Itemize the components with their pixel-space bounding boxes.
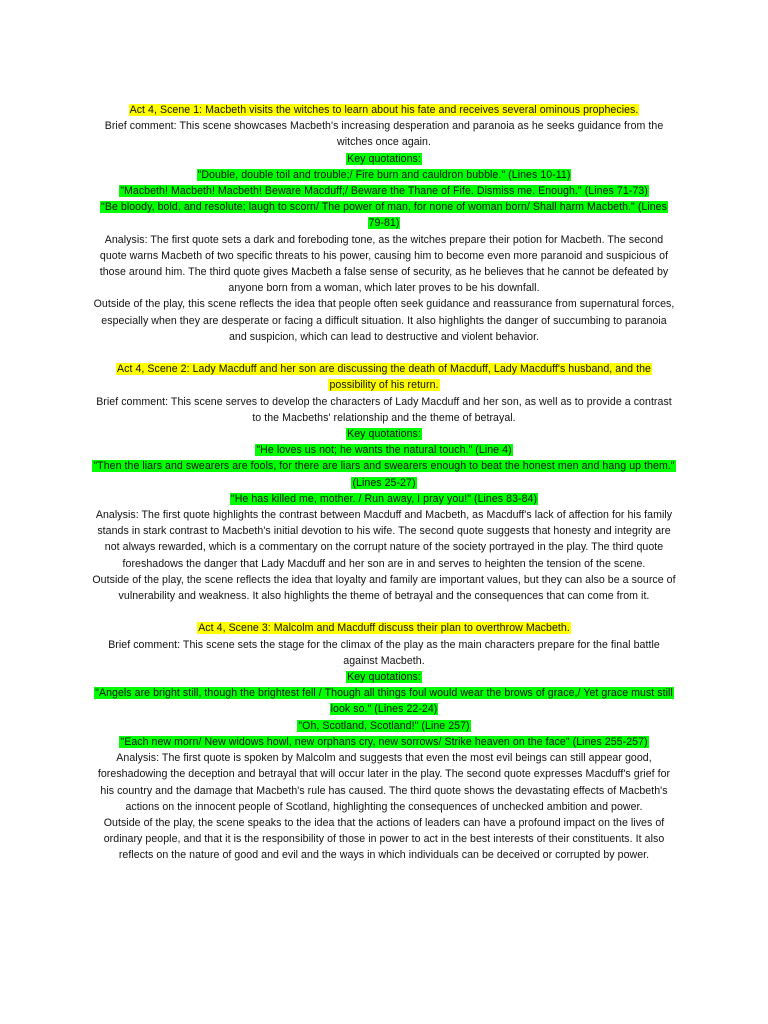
scene-heading: Act 4, Scene 1: Macbeth visits the witches to learn about his fate and receives several ominous prophecies.	[129, 104, 639, 116]
analysis-paragraph: Analysis: The first quote sets a dark and foreboding tone, as the witches prepare their potion for Macbeth. The second quote warns Macbeth of two specific threats to his power, causing him to become even more paranoid and suspicious of those around him. The third quote gives Macbeth a false sense of security, as he believes that he cannot be defeated by anyone born from a woman, which later proves to be his downfall.	[99, 233, 669, 295]
key-quotations-label: Key quotations:	[347, 152, 421, 165]
quote: "Oh, Scotland, Scotland!" (Line 257)	[298, 719, 470, 732]
key-quotations-label: Key quotations:	[347, 671, 421, 684]
analysis-paragraph: Analysis: The first quote is spoken by Malcolm and suggests that even the most evil beings can still appear good, foreshadowing the deception and betrayal that will occur later in the play. The second quote expresses Macduff's grief for his country and the damage that Macbeth's rule has caused. The third quote shows the devastating effects of Macbeth's actions on the innocent people of Scotland, highlighting the consequences of unchecked ambition and power.	[97, 752, 671, 813]
quote: "Then the liars and swearers are fools, for there are liars and swearers enough to beat the honest men and hang up them." (Lines 25-27)	[93, 460, 675, 489]
brief-comment: Brief comment: This scene sets the stage for the climax of the play as the main characters prepare for the final battle against Macbeth.	[108, 638, 660, 667]
quote: "Angels are bright still, though the brightest fell / Though all things foul would wear the brows of grace,/ Yet grace must still look so." (Lines 22-24)	[95, 687, 673, 716]
scene-heading: Act 4, Scene 2: Lady Macduff and her son are discussing the death of Macduff, Lady Macduff's husband, and the possibility of his return.	[117, 363, 651, 392]
quote: "He loves us not; he wants the natural touch." (Line 4)	[256, 444, 512, 457]
quote: "Macbeth! Macbeth! Macbeth! Beware Macduff;/ Beware the Thane of Fife. Dismiss me. Enough." (Lines 71-73)	[120, 185, 648, 198]
section-act4-scene1	[92, 102, 676, 345]
section-act4-scene2	[92, 361, 676, 604]
brief-comment: Brief comment: This scene showcases Macbeth's increasing desperation and paranoia as he seeks guidance from the witches once again.	[104, 120, 664, 149]
quote: "Double, double toil and trouble;/ Fire burn and cauldron bubble." (Lines 10-11)	[197, 168, 571, 181]
brief-comment: Brief comment: This scene serves to develop the characters of Lady Macduff and her son, as well as to provide a contrast to the Macbeths' relationship and the theme of betrayal.	[96, 395, 672, 424]
outside-play-paragraph: Outside of the play, the scene speaks to the idea that the actions of leaders can have a profound impact on the lives of ordinary people, and that it is the responsibility of those in power to act in the best interests of their constituents. It also reflects on the nature of good and evil and the ways in which individuals can be deceived or corrupted by power.	[103, 816, 665, 862]
section-act4-scene3	[92, 620, 676, 863]
quote: "Be bloody, bold, and resolute; laugh to scorn/ The power of man, for none of woman born/ Shall harm Macbeth." (Lines 79-81)	[101, 201, 667, 230]
outside-play-paragraph: Outside of the play, this scene reflects the idea that people often seek guidance and reassurance from supernatural forces, especially when they are desperate or facing a difficult situation. It also highlights the danger of succumbing to paranoia and suspicion, which can lead to destructive and violent behavior.	[93, 298, 675, 343]
key-quotations-label: Key quotations:	[347, 428, 421, 441]
document-page	[92, 102, 676, 880]
quote: "Each new morn/ New widows howl, new orphans cry, new sorrows/ Strike heaven on the face" (Lines 255-257)	[120, 735, 648, 748]
quote: "He has killed me, mother. / Run away, I pray you!" (Lines 83-84)	[230, 492, 538, 505]
outside-play-paragraph: Outside of the play, the scene reflects the idea that loyalty and family are important values, but they can also be a source of vulnerability and weakness. It also highlights the theme of betrayal and the consequences that can come from it.	[92, 573, 676, 603]
analysis-paragraph: Analysis: The first quote highlights the contrast between Macduff and Macbeth, as Macduff's lack of affection for his family stands in stark contrast to Macbeth's initial devotion to his wife. The second quote suggests that honesty and integrity are not always rewarded, which is a commentary on the corrupt nature of the society portrayed in the play. The third quote foreshadows the danger that Lady Macduff and her son are in and serves to heighten the tension of the scene.	[95, 509, 673, 570]
scene-heading: Act 4, Scene 3: Malcolm and Macduff discuss their plan to overthrow Macbeth.	[198, 622, 570, 635]
